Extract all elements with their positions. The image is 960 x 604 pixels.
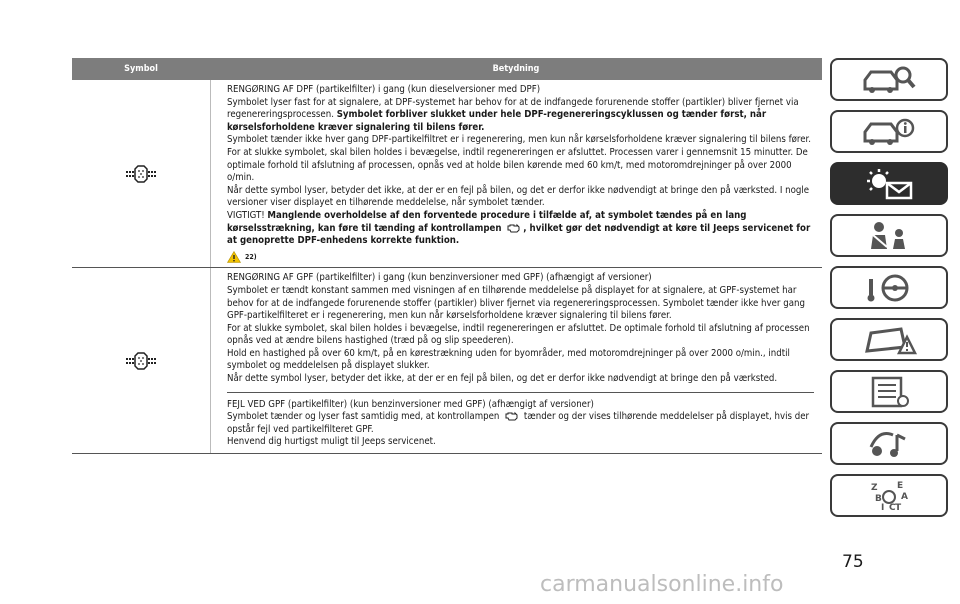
tab-car-emergency[interactable] [830, 318, 948, 361]
gpf-fault-advice: Henvend dig hurtigst muligt til Jeeps servicenet. [227, 436, 436, 448]
gpf-paragraph-2: For at slukke symbolet, skal bilen holdes i bevægelse, indtil regenereringen er afsluttet. De optimale forhold til afslutning af processen opnås ved at ændre bilens hastighed (træd på og slip speederen). [227, 322, 810, 347]
gpf-paragraph-3: Hold en hastighed på over 60 km/t, på en kørestrækning uden for byområder, med motoromdrejninger på over 2000 o/min., indtil symbolet og meddelelsen på displayet slukker. [227, 347, 790, 372]
multimedia-icon [859, 427, 919, 461]
gpf-regeneration-section [227, 272, 814, 392]
car-search-icon [859, 63, 919, 97]
warning-reference [227, 251, 814, 264]
dpf-symbol-cell [72, 80, 211, 267]
svg-text:Z: Z [871, 482, 878, 493]
gpf-fault-paragraph: Symbolet tænder og lyser fast samtidig med, at kontrollampen tænder og der vises tilhørende meddelelser på displayet, hvis der opstår fejl ved partikelfilteret GPF. [227, 411, 810, 435]
maintenance-checklist-icon [859, 375, 919, 409]
tab-passenger-safety[interactable] [830, 214, 948, 257]
steering-wheel-icon [859, 271, 919, 305]
table-header [72, 58, 822, 80]
svg-text:I: I [881, 502, 885, 513]
symbol-table [72, 58, 822, 454]
warning-lights-icon [859, 167, 919, 201]
watermark: carmanualsonline.info [540, 572, 784, 597]
tab-car-info[interactable] [830, 110, 948, 153]
gpf-paragraph-4: Når dette symbol lyser, betyder det ikke, at der er en fejl på bilen, og det er derfor ikke nødvendigt at bringe den på værksted. [227, 373, 778, 385]
gpf-description [211, 268, 822, 453]
warning-ref-number: 22) [245, 252, 257, 261]
gpf-symbol-cell [72, 268, 211, 453]
alphabetical-index-icon [859, 479, 919, 513]
tab-maintenance-checklist[interactable] [830, 370, 948, 413]
dpf-paragraph-3: Når dette symbol lyser, betyder det ikke, at der er en fejl på bilen, og det er derfor ikke nødvendigt at bringe den på værksted. I nogle versioner viser displayet en tilhørende meddelelse, når symbolet tænder. [227, 184, 810, 209]
dpf-filter-icon [126, 163, 156, 185]
page-number: 75 [842, 552, 864, 572]
gpf-title: RENGØRING AF GPF (partikelfilter) i gang (kun benzinversioner med GPF) (afhængigt af versioner) [227, 272, 652, 284]
tab-alphabetical-index[interactable] [830, 474, 948, 517]
gpf-paragraph-1: Symbolet er tændt konstant sammen med visningen af en tilhørende meddelelse på displayet for at signalere, at GPF-systemet har behov for at de indfangede forurenende stoffer (partikler) bliver fjernet via regenereringsprocessen. Symbolet tænder ikke hver gang GPF-partikelfilteret er i regenerering, men kun når kørselsforholdene kræver signalering til bilens fører. [227, 284, 805, 322]
gpf-filter-icon [126, 350, 156, 372]
dpf-important-note: VIGTIGT! Manglende overholdelse af den forventede procedure i tilfælde af, at symbolet tændes på en lang kørselsstrækning, kan føre til tænding af kontrollampen , hvilket gør det nødvendigt at køre til Jeeps servicenet for at genoprette DPF-enhedens korrekte funktion. [227, 209, 811, 247]
dpf-paragraph-1: Symbolet lyser fast for at signalere, at DPF-systemet har behov for at de indfangede forurenende stoffer (partikler) bliver fjernet via regenereringsprocessen. Symbolet forbliver slukket under hele DPF-regenereringscyklussen og tænder først, når kørselsforholdene kræver signalering til bilens fører. [227, 96, 799, 133]
svg-text:B: B [875, 493, 882, 504]
dpf-description [211, 80, 822, 267]
engine-check-icon [504, 411, 519, 421]
svg-text:E: E [897, 480, 904, 491]
car-emergency-icon [859, 323, 919, 357]
chapter-sidebar [830, 58, 950, 526]
tab-multimedia[interactable] [830, 422, 948, 465]
table-row [72, 268, 822, 454]
tab-warning-lights[interactable] [830, 162, 948, 205]
svg-text:T: T [895, 502, 902, 513]
svg-text:C: C [889, 502, 896, 513]
tab-steering-wheel[interactable] [830, 266, 948, 309]
svg-text:A: A [901, 491, 908, 502]
header-meaning: Betydning [492, 64, 540, 74]
warning-triangle-icon [227, 251, 241, 263]
header-symbol: Symbol [124, 64, 158, 74]
engine-check-icon [506, 223, 521, 233]
dpf-title: RENGØRING AF DPF (partikelfilter) i gang (kun dieselversioner med DPF) [227, 84, 541, 95]
table-row [72, 80, 822, 268]
gpf-fault-section [227, 399, 814, 449]
car-info-icon [859, 115, 919, 149]
dpf-paragraph-2: Symbolet tænder ikke hver gang DPF-partikelfiltret er i regenerering, men kun når kørselsforholdene kræver signalering til bilens fører. For at slukke symbolet, skal bilen holdes i bevægelse, indtil regenereringen er afsluttet. Processen varer i gennemsnit 15 minutter. De optimale forhold til afslutning af processen, opnås ved at holde bilen kørende med 60 km/t, med motoromdrejninger på over 2000 o/min. [227, 134, 811, 184]
tab-car-search[interactable] [830, 58, 948, 101]
passenger-safety-icon [859, 219, 919, 253]
gpf-fault-title: FEJL VED GPF (partikelfilter) (kun benzinversioner med GPF) (afhængigt af versioner) [227, 398, 594, 410]
